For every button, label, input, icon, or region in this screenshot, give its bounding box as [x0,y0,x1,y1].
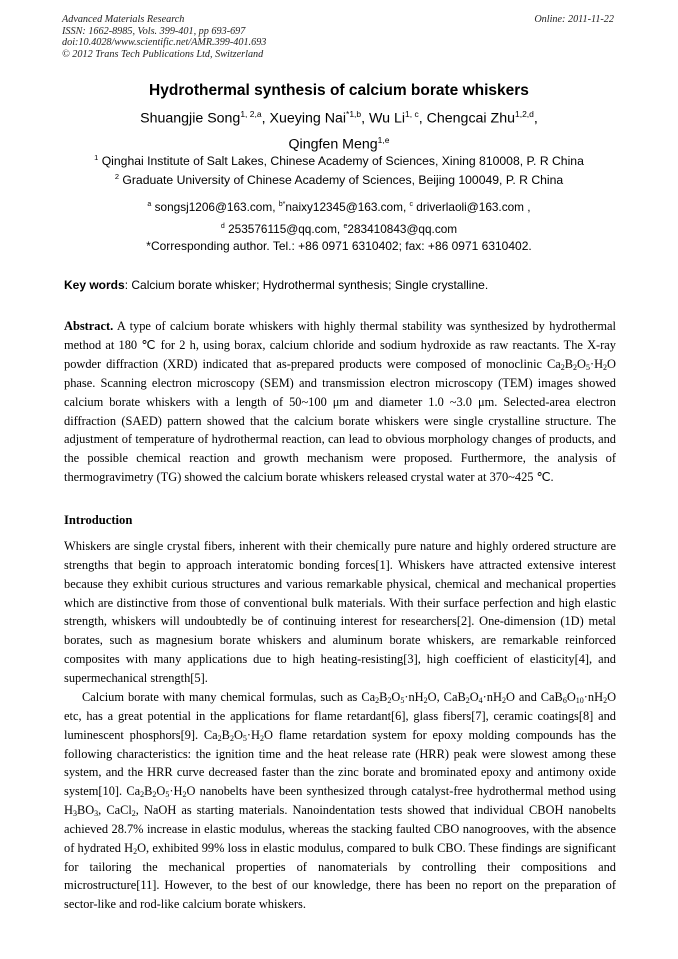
email-line: $^a$ songsj1206@163.com, $^{b*}$naixy12345@163.com, $^c$ driverlaoli@163.com , [147,199,531,214]
journal-name: Advanced Materials Research [62,14,185,25]
doi-line: doi:10.4028/www.scientific.net/AMR.399-401.693 [62,37,267,49]
corresponding-author: *Corresponding author. Tel.: +86 0971 6310402; fax: +86 0971 6310402. [146,239,532,253]
abstract-label: Abstract. [64,319,114,333]
author-list: Shuangjie Song$^{1, 2,a}$, Xueying Nai$^{*1,b}$, Wu Li$^{1, c}$, Chengcai Zhu$^{1,2,d}$, Qingfen Meng$^{1,e}$ [140,109,538,153]
affiliation-text: Qinghai Institute of Salt Lakes, Chinese Academy of Sciences, Xining 810008, P. R China [101,154,584,169]
email: driverlaoli@163.com [416,199,525,214]
journal-header [62,14,266,60]
author-name: Shuangjie Song [140,110,241,127]
affiliation [0,172,678,187]
email: 283410843@qq.com [347,221,458,236]
author-sup: 1,2,d [514,109,534,119]
keywords [64,278,616,292]
author-name: Xueying Nai [269,110,347,127]
section-heading: Introduction [64,513,133,527]
issn-line: ISSN: 1662-8985, Vols. 399-401, pp 693-697 [62,25,246,37]
affiliation-text: Graduate University of Chinese Academy of Sciences, Beijing 100049, P. R China [122,173,564,188]
author-sup: 1,e [377,134,390,145]
paper-title: Hydrothermal synthesis of calcium borate whiskers [149,82,529,99]
affiliation-sup: 2 [114,172,119,181]
author-name: Chengcai Zhu [426,110,515,127]
author-name: Qingfen Meng [288,136,378,153]
email: songsj1206@163.com [154,199,273,214]
keywords-text: : Calcium borate whisker; Hydrothermal synthesis; Single crystalline. [124,278,489,292]
affiliation [0,153,678,168]
author-name: Wu Li [369,110,406,127]
author-sup: *1,b [346,109,362,119]
online-date: Online: 2011-11-22 [534,14,614,25]
intro-paragraph: Whiskers are single crystal fibers, inherent with their chemically pure nature and highly ordered structure are strengths that begin to approach interatomic bonding forces[1]. Whiskers have attracted extensive interest because they exhibit curious structures and various remarkable physical, chemical and mechanical properties which are distinctive from those of conventional bulk materials. With their surface perfection and high elastic strength, whiskers will undoubtedly be of continuing interest for researchers[2]. One-dimension (1D) metal borates, such as magnesium borate whiskers and aluminum borate whiskers, are remarkable reinforced composites with many applications due to high heating-resisting[3], high coefficient of elasticity[4], and supermechanical strength[5]. [64,539,616,685]
keywords-label: Key words [64,278,125,292]
email-block [0,195,678,239]
email: 253576115@qq.com [228,221,337,236]
author-sup: 1, 2,a [240,109,262,119]
email-line: $^d$ 253576115@qq.com, $^e$283410843@qq.com [220,221,458,236]
intro-paragraph: Calcium borate with many chemical formulas, such as $Ca_2B_2O_5\cdot nH_2O$, $CaB_2O_4\cdot nH_2O$ and $CaB_6O_{10}\cdot nH_2O$ etc, has a great potential in the applications for flame retardant[6], glass fibers[7], ceramic coatings[8] and luminescent phosphors[9]. $Ca_2B_2O_5\cdot H_2O$ flame retardation system for epoxy molding compounds has the following characteristics: the ignition time and the heat release rate (HRR) peak were slowest among these system, and the HRR curve decreased faster than the zinc borate and brominated epoxy and antimony oxide system[10]. $Ca_2B_2O_5\cdot H_2O$ nanobelts have been synthesized through catalyst-free hydrothermal method using $H_3BO_3$, CaCl$_2$, NaOH as starting materials. Nanoindentation tests showed that individual CBOH nanobelts achieved 28.7% increase in elastic modulus, whereas the stacking faulted CBO nanogrooves, with the absence of hydrated $H_2O$, exhibited 99% loss in elastic modulus, compared to bulk CBO. These findings are significant for tailoring the mechanical properties of nanomaterials by controlling their compositions and microstructure[11]. However, to the best of our knowledge, there has been no report on the preparation of sector-like and rod-like calcium borate whiskers. [64,690,617,912]
abstract: Abstract. A type of calcium borate whiskers with highly thermal stability was synthesized by hydrothermal method at 180 ℃ for 2 h, using borax, calcium chloride and sodium hydroxide as raw reactants. The X-ray powder diffraction (XRD) indicated that as-prepared products were composed of monoclinic $Ca_2B_2O_5\cdot H_2O$ phase. Scanning electron microscopy (SEM) and transmission electron microscopy (TEM) images showed calcium borate whiskers with a length of 50~100 μm and diameter 1.0 ~3.0 μm. Selected-area electron diffraction (SAED) pattern showed that the calcium borate whiskers were single crystalline structure. The adjustment of temperature of hydrothermal reaction, can lead to obvious morphology changes of products, and the possible chemical reaction and growth mechanism were proposed. Furthermore, the analysis of thermogravimetry (TG) showed the calcium borate whiskers released crystal water at 370~425 ℃. [64,319,616,485]
email: naixy12345@163.com [285,199,403,214]
copyright-line: © 2012 Trans Tech Publications Ltd, Switzerland [62,48,264,60]
author-sup: 1, c [405,109,419,119]
affiliation-sup: 1 [94,153,99,162]
